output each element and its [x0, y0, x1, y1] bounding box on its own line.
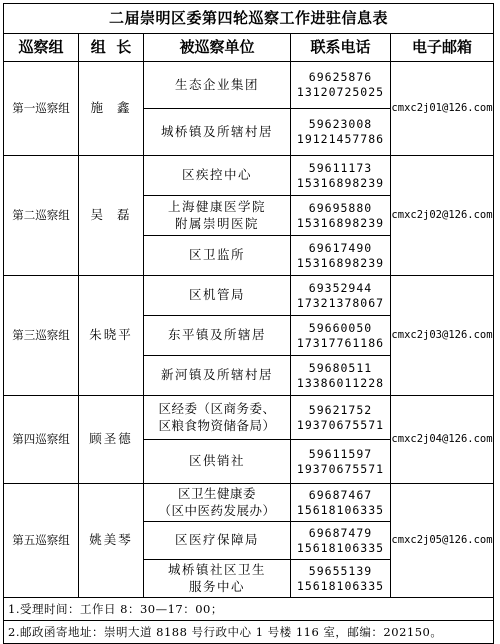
group-email[interactable]: cmxc2j03@126.com	[391, 276, 494, 396]
unit-phones: 59623008 19121457786	[291, 109, 391, 156]
unit-phones: 59611173 15316898239	[291, 156, 391, 196]
note-address: 2.邮政函寄地址：崇明大道 8188 号行政中心 1 号楼 116 室，邮编：202150。	[4, 621, 494, 644]
unit-phones: 59611597 19370675571	[291, 440, 391, 484]
group-name: 第五巡察组	[4, 484, 79, 598]
unit-name: 区医疗保障局	[144, 522, 291, 560]
unit-name: 生态企业集团	[144, 62, 291, 109]
note-hours: 1.受理时间：工作日 8：30—17：00；	[4, 598, 494, 621]
unit-phones: 69695880 15316898239	[291, 196, 391, 236]
table-row	[4, 62, 494, 109]
table-row	[4, 396, 494, 440]
unit-phones: 69687467 15618106335	[291, 484, 391, 522]
unit-name: 区疾控中心	[144, 156, 291, 196]
group-leader: 朱晓平	[79, 276, 144, 396]
unit-phones: 59655139 15618106335	[291, 560, 391, 598]
note-row	[4, 621, 494, 644]
group-name: 第三巡察组	[4, 276, 79, 396]
unit-phones: 69625876 13120725025	[291, 62, 391, 109]
unit-phones: 69617490 15316898239	[291, 236, 391, 276]
group-email[interactable]: cmxc2j01@126.com	[391, 62, 494, 156]
info-table	[3, 3, 494, 644]
group-leader: 施 鑫	[79, 62, 144, 156]
header-leader: 组 长	[79, 34, 144, 62]
header-row	[4, 34, 494, 62]
group-leader: 姚美琴	[79, 484, 144, 598]
unit-phones: 69352944 17321378067	[291, 276, 391, 316]
group-name: 第一巡察组	[4, 62, 79, 156]
group-email[interactable]: cmxc2j02@126.com	[391, 156, 494, 276]
unit-phones: 59660050 17317761186	[291, 316, 391, 356]
header-unit: 被巡察单位	[144, 34, 291, 62]
unit-phones: 69687479 15618106335	[291, 522, 391, 560]
header-email: 电子邮箱	[391, 34, 494, 62]
group-name: 第四巡察组	[4, 396, 79, 484]
title-row	[4, 4, 494, 34]
table-title: 二届崇明区委第四轮巡察工作进驻信息表	[4, 4, 494, 34]
group-email[interactable]: cmxc2j04@126.com	[391, 396, 494, 484]
table-row	[4, 484, 494, 522]
table-row	[4, 156, 494, 196]
unit-name: 上海健康医学院 附属崇明医院	[144, 196, 291, 236]
group-name: 第二巡察组	[4, 156, 79, 276]
unit-phones: 59621752 19370675571	[291, 396, 391, 440]
unit-phones: 59680511 13386011228	[291, 356, 391, 396]
group-leader: 顾圣德	[79, 396, 144, 484]
header-phone: 联系电话	[291, 34, 391, 62]
unit-name: 区经委（区商务委、 区粮食物资储备局）	[144, 396, 291, 440]
unit-name: 东平镇及所辖居	[144, 316, 291, 356]
group-email[interactable]: cmxc2j05@126.com	[391, 484, 494, 598]
unit-name: 区卫生健康委 （区中医药发展办）	[144, 484, 291, 522]
unit-name: 区供销社	[144, 440, 291, 484]
note-row	[4, 598, 494, 621]
group-leader: 吴 磊	[79, 156, 144, 276]
unit-name: 城桥镇社区卫生 服务中心	[144, 560, 291, 598]
unit-name: 区卫监所	[144, 236, 291, 276]
header-group: 巡察组	[4, 34, 79, 62]
info-sheet	[3, 3, 493, 639]
unit-name: 区机管局	[144, 276, 291, 316]
unit-name: 新河镇及所辖村居	[144, 356, 291, 396]
unit-name: 城桥镇及所辖村居	[144, 109, 291, 156]
table-row	[4, 276, 494, 316]
